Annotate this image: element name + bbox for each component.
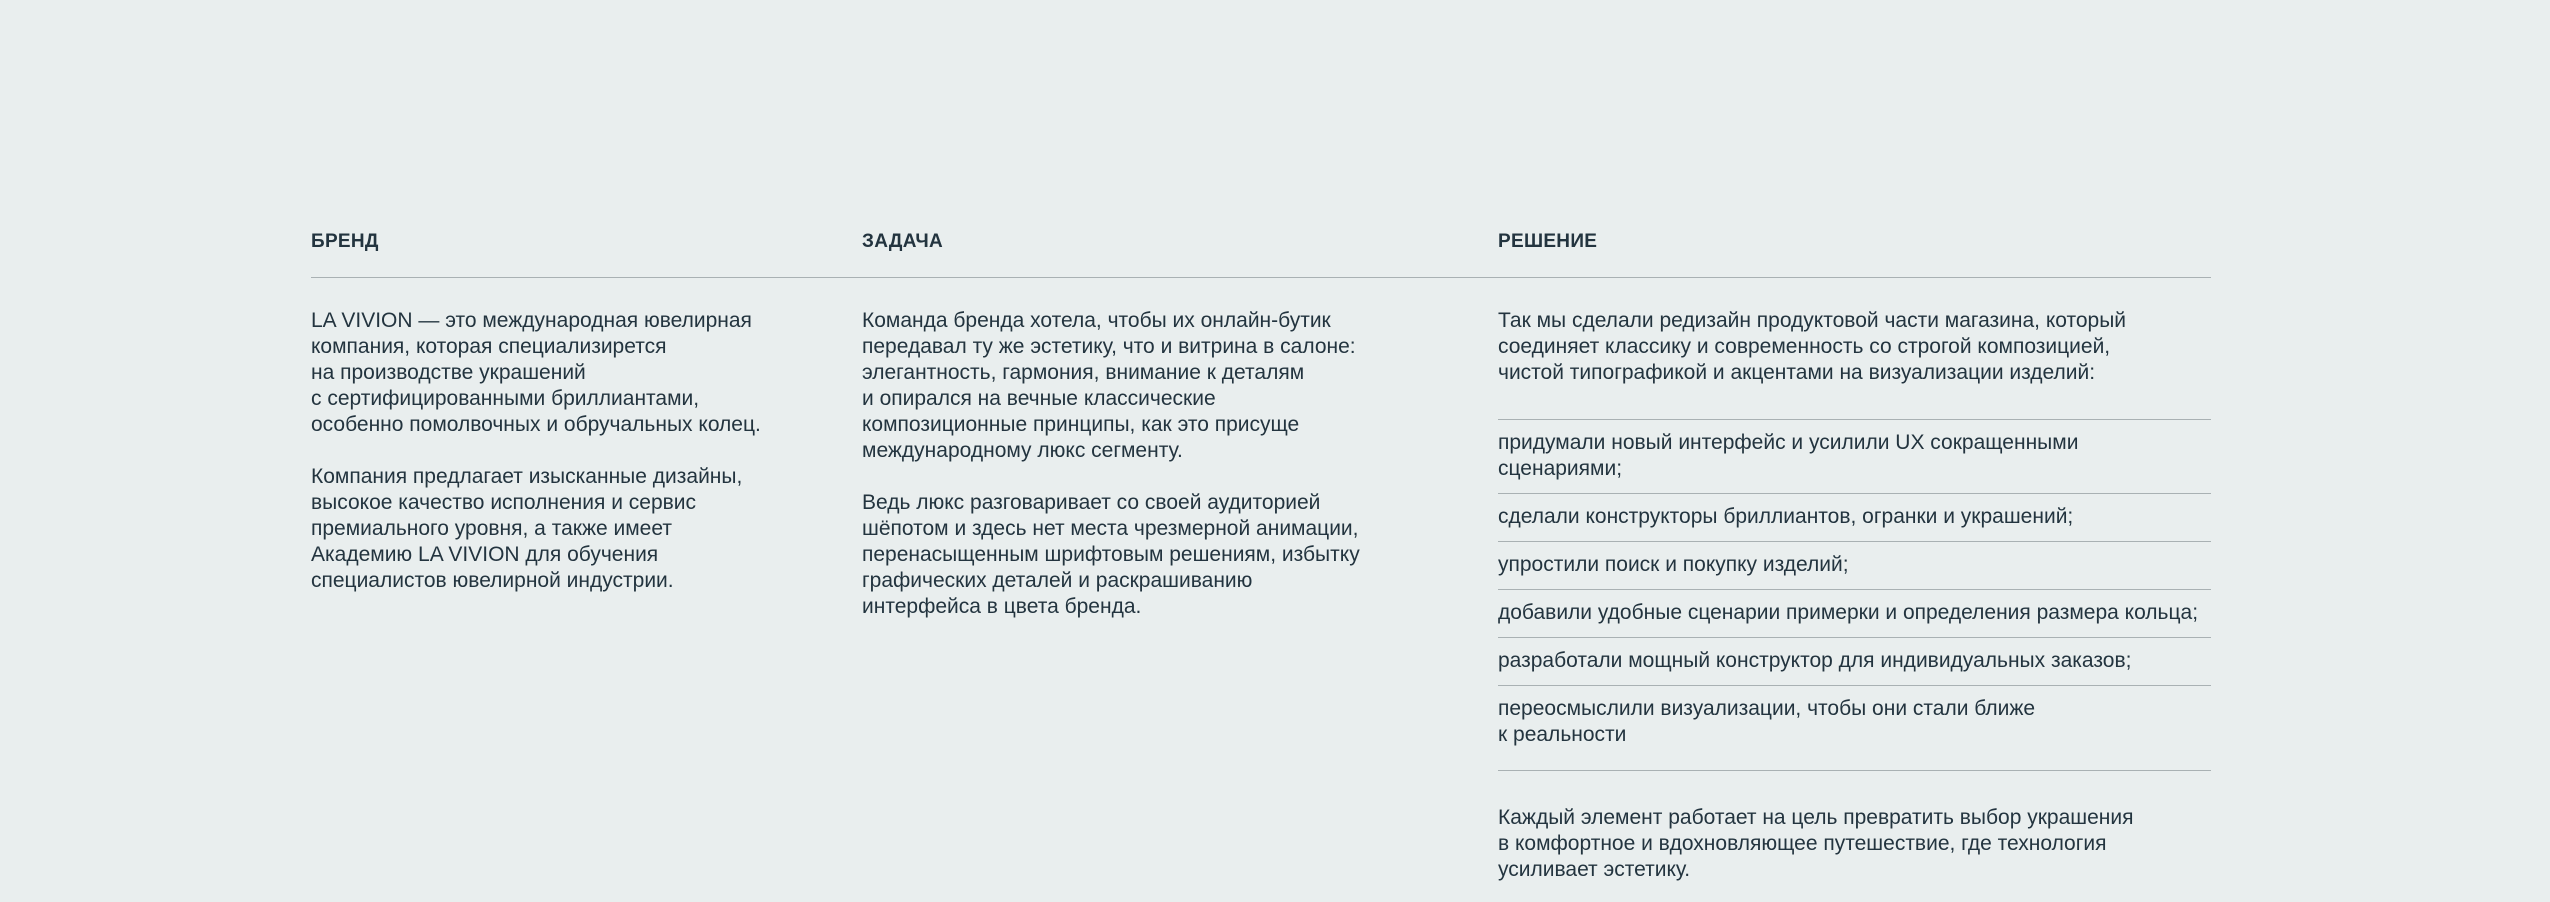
brand-heading: БРЕНД: [311, 231, 379, 252]
task-paragraph-2: Ведь люкс разговаривает со своей аудиторией шёпотом и здесь нет места чрезмерной анимации, перенасыщенным шрифтовым решениям, избытку графических деталей и раскрашиванию интерфейса в цвета бренда.: [862, 491, 1360, 618]
solution-column: [1498, 308, 2211, 883]
solution-list: [1498, 419, 2211, 771]
solution-item: упростили поиск и покупку изделий;: [1498, 542, 2211, 590]
solution-closing: Каждый элемент работает на цель превратить выбор украшения в комфортное и вдохновляющее путешествие, где технология усиливает эстетику.: [1498, 806, 2134, 881]
solution-item: добавили удобные сценарии примерки и определения размера кольца;: [1498, 590, 2211, 638]
task-heading: ЗАДАЧА: [862, 231, 944, 252]
solution-heading: РЕШЕНИЕ: [1498, 231, 1598, 252]
header-divider: [311, 277, 2211, 278]
brand-paragraph-2: Компания предлагает изысканные дизайны, высокое качество исполнения и сервис премиального уровня, а также имеет Академию LA VIVION для обучения специалистов ювелирной индустрии.: [311, 465, 743, 592]
solution-item: разработали мощный конструктор для индивидуальных заказов;: [1498, 638, 2211, 686]
brand-column: [311, 308, 831, 594]
solution-item: придумали новый интерфейс и усилили UX сокращенными сценариями;: [1498, 420, 2211, 494]
brand-paragraph-1: LA VIVION — это международная ювелирная компания, которая специализирется на производстве украшений с сертифицированными бриллиантами, особенно помолвочных и обручальных колец.: [311, 309, 761, 436]
task-paragraph-1: Команда бренда хотела, чтобы их онлайн-бутик передавал ту же эстетику, что и витрина в салоне: элегантность, гармония, внимание к деталям и опирался на вечные классические композиционные принципы, как это присуще международному люкс сегменту.: [862, 309, 1356, 462]
solution-item: переосмыслили визуализации, чтобы они стали ближе к реальности: [1498, 686, 2211, 771]
solution-intro: Так мы сделали редизайн продуктовой части магазина, который соединяет классику и современность со строгой композицией, чистой типографикой и акцентами на визуализации изделий:: [1498, 309, 2127, 384]
task-column: [862, 308, 1402, 620]
solution-item: сделали конструкторы бриллиантов, огранки и украшений;: [1498, 494, 2211, 542]
